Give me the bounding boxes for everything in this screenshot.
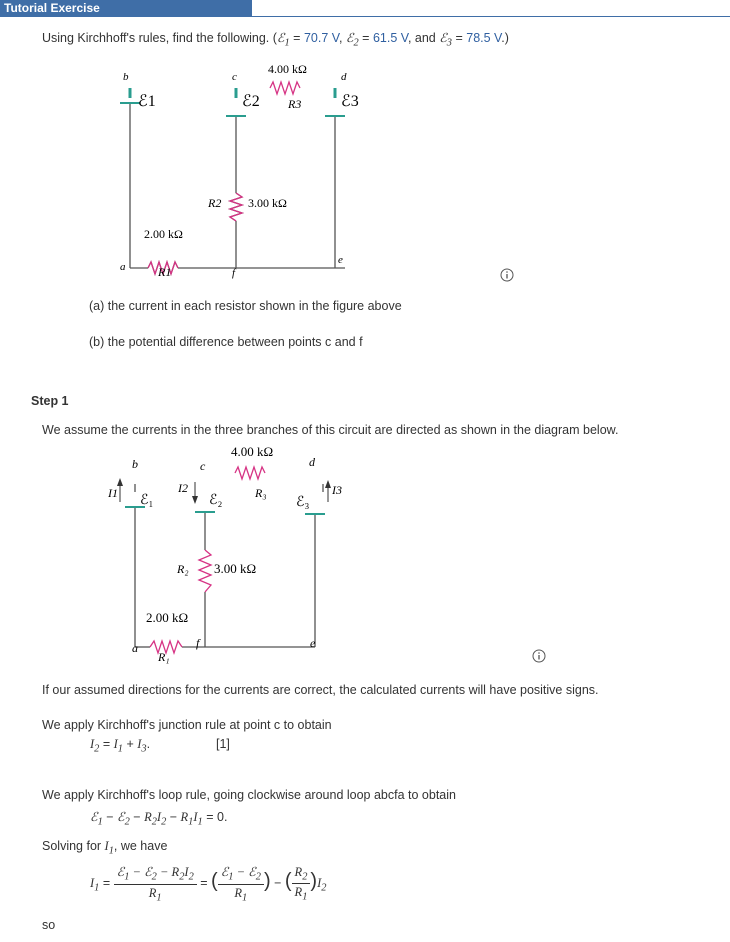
problem-intro: Using Kirchhoff's rules, find the following. bbox=[42, 31, 270, 45]
r2-label: R2 bbox=[208, 196, 222, 210]
point-label-b: b bbox=[123, 71, 129, 83]
header-divider bbox=[0, 16, 730, 17]
svg-text:a: a bbox=[132, 641, 138, 655]
svg-text:R₃: R₃ bbox=[255, 486, 267, 500]
sign-text: If our assumed directions for the currents are correct, the calculated currents will have positive signs. bbox=[42, 683, 599, 697]
fig2-r2-value: 3.00 kΩ bbox=[214, 561, 257, 576]
svg-text:ℰ₃: ℰ₃ bbox=[296, 495, 310, 510]
problem-statement: Using Kirchhoff's rules, find the following. (ℰ$_1$ = 70.7 V, ℰ$_2$ = 61.5 V, and ℰ$_3$ = 78.5 V.) bbox=[42, 31, 509, 49]
svg-text:ℰ₂: ℰ₂ bbox=[209, 493, 223, 508]
emf3-label: ℰ3 bbox=[341, 93, 359, 110]
svg-text:f: f bbox=[196, 636, 200, 650]
current-label-1: I1 bbox=[108, 486, 118, 500]
point-label-f: f bbox=[232, 267, 236, 279]
emf1-value: 70.7 V bbox=[303, 31, 339, 45]
solution-equation: $I_1$ = $\frac{ℰ_1 - ℰ_2 - R_2I_2}{R_1}$ = ( $\frac{ℰ_1 - ℰ_2}{R_1}$ ) − ( $\frac{R_2}{R_1}$ )$I_2$ bbox=[90, 864, 327, 903]
loop-text: We apply Kirchhoff's loop rule, going clockwise around loop abcfa to obtain bbox=[42, 788, 456, 802]
circuit-figure-2 bbox=[110, 442, 360, 667]
svg-text:e: e bbox=[310, 636, 316, 650]
point-label-a: a bbox=[120, 261, 126, 273]
point-label-d: d bbox=[341, 71, 347, 83]
exercise-header bbox=[0, 0, 252, 16]
r3-value: 4.00 kΩ bbox=[268, 62, 307, 76]
circuit-figure-1 bbox=[110, 58, 370, 278]
assume-text: We assume the currents in the three branches of this circuit are directed as shown in the diagram below. bbox=[42, 423, 619, 437]
emf2-value: 61.5 V bbox=[372, 31, 408, 45]
svg-text:R₁: R₁ bbox=[158, 650, 170, 664]
part-b: (b) the potential difference between points c and f bbox=[89, 335, 363, 349]
step-heading: Step 1 bbox=[31, 394, 69, 408]
info-circle-icon[interactable] bbox=[532, 649, 546, 663]
fig2-r1-value: 2.00 kΩ bbox=[146, 610, 189, 625]
current-label-2: I2 bbox=[178, 481, 188, 495]
svg-text:c: c bbox=[200, 459, 206, 473]
current-label-3: I3 bbox=[332, 483, 342, 497]
so-text: so bbox=[42, 918, 56, 932]
emf3-value: 78.5 V bbox=[466, 31, 502, 45]
fig2-r3-value: 4.00 kΩ bbox=[231, 444, 274, 459]
exercise-title: Tutorial Exercise bbox=[4, 1, 100, 15]
emf1-label: ℰ1 bbox=[138, 93, 156, 110]
info-circle-icon[interactable] bbox=[500, 268, 514, 282]
loop-equation: ℰ$_1$ − ℰ$_2$ − $R_2I_2 - R_1I_1 = 0$. bbox=[90, 810, 228, 828]
equation-number: [1] bbox=[216, 737, 230, 751]
r1-label: R1 bbox=[158, 265, 172, 279]
junction-text: We apply Kirchhoff's junction rule at point c to obtain bbox=[42, 718, 332, 732]
part-a: (a) the current in each resistor shown in the figure above bbox=[89, 299, 402, 313]
svg-text:R₂: R₂ bbox=[177, 562, 189, 576]
r3-label: R3 bbox=[288, 97, 302, 111]
r2-value: 3.00 kΩ bbox=[248, 196, 287, 210]
point-label-e: e bbox=[338, 254, 343, 266]
junction-equation: $I_2 = I_1 + I_3$. bbox=[90, 737, 151, 755]
solving-text: Solving for $I_1$, we have bbox=[42, 839, 168, 857]
svg-text:b: b bbox=[132, 457, 138, 471]
svg-text:d: d bbox=[309, 455, 315, 469]
emf2-label: ℰ2 bbox=[242, 93, 260, 110]
r1-value: 2.00 kΩ bbox=[144, 227, 183, 241]
point-label-c: c bbox=[232, 71, 237, 83]
svg-text:ℰ₁: ℰ₁ bbox=[140, 493, 154, 508]
